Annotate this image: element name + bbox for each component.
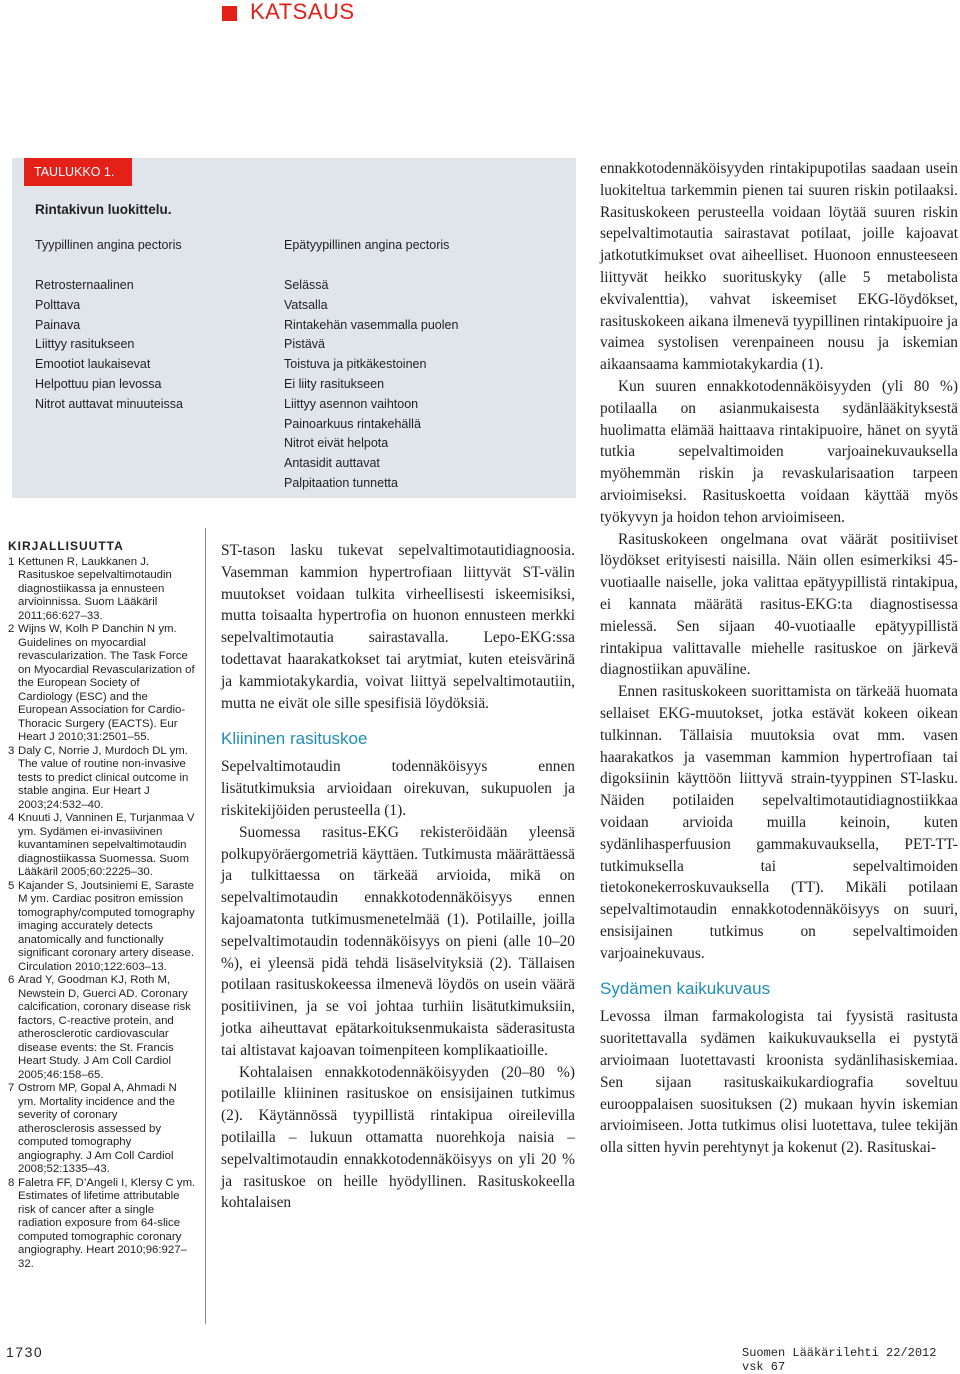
reference-number: 2 (8, 623, 15, 635)
body-column-right (600, 158, 958, 1159)
reference-number: 7 (8, 1082, 15, 1094)
section-label: KATSAUS (250, 0, 355, 24)
reference-text: Faletra FF, D’Angeli I, Klersy C ym. Estimates of lifetime attributable risk of cancer after a single radiation exposure from 64-slice computed tomographic coronary angiography. Heart 2010;96:927–32. (18, 1176, 196, 1270)
list-item: Emootiot laukaisevat (35, 357, 151, 372)
reference-item (8, 1082, 196, 1177)
list-item: Rintakehän vasemmalla puolen (284, 317, 459, 332)
reference-number: 3 (8, 744, 15, 757)
reference-number: 6 (8, 974, 15, 986)
column-divider (205, 528, 206, 1324)
list-item: Painava (35, 317, 81, 332)
body-column-middle (221, 540, 575, 1214)
section-heading: Kliininen rasituskoe (221, 729, 368, 749)
section-heading: Sydämen kaikukuvaus (600, 979, 771, 999)
reference-item (8, 880, 196, 975)
list-item: Liittyy rasitukseen (35, 337, 135, 352)
table-1 (12, 158, 576, 498)
list-item: Nitrot eivät helpota (284, 436, 389, 451)
list-item: Selässä (284, 278, 329, 292)
reference-text: Knuuti J, Vanninen E, Turjanmaa V ym. Sydämen ei-invasiivinen kuvantaminen sepelvaltimotaudin diagnostiikassa Suomessa. Suom Lääkäril 2005;60:2225–30. (18, 812, 195, 878)
reference-item (8, 556, 196, 624)
list-item: Ei liity rasitukseen (284, 376, 385, 391)
reference-number: 4 (8, 812, 15, 824)
paragraph: Sepelvaltimotaudin todennäköisyys ennen lisätutkimuksia arvioidaan oirekuvan, sukupuolen ja riskitekijöiden perusteella (1). (221, 758, 575, 819)
atypical-heading: Epätyypillinen angina pectoris (284, 238, 450, 252)
section-marker (222, 6, 237, 21)
table-title: Rintakivun luokittelu. (35, 202, 172, 217)
paragraph: ennakkotodennäköisyyden rintakipupotilas saadaan usein luokiteltua tarkemmin pienen tai suuren riskin potilaaksi. Rasituskokeen perusteella voidaan löytää suuren riskin sepelvaltimotautia sairastavat potilaat, joille kajoavat jatkotutkimukset ovat aiheelliset. Huonoon ennusteeseen liittyvät heikko suorituskyky (alle 5 metabolista ekvivalenttia), vahvat iskeemiset EKG-löydökset, rasituskokeen aikana ilmenevä tyypillinen rintakipuoire ja vaimea systolisen verenpaineen nousu ja iskemian aikaansaama kammiotakykardia (1). (600, 160, 958, 374)
reference-text: Wijns W, Kolh P Danchin N ym. Guidelines on myocardial revascularization. The Task Force on Myocardial Revascularization of the European Society of Cardiology (ESC) and the European Association for Cardio-Thoracic Surgery (EACTS). Eur Heart J 2010;31:2501–55. (18, 623, 195, 743)
reference-text: Kettunen R, Laukkanen J. Rasituskoe sepelvaltimotaudin diagnostiikassa ja ennusteen arvioinnissa. Suom Lääkäril 2011;66:627–33. (18, 555, 172, 622)
reference-item (8, 745, 196, 813)
reference-number: 1 (8, 555, 15, 568)
list-item: Vatsalla (284, 297, 328, 312)
reference-number: 5 (8, 879, 15, 892)
list-item: Antasidit auttavat (284, 456, 380, 471)
paragraph: Ennen rasituskokeen suorittamista on tärkeää huomata sellaiset EKG-muutokset, jotka estävät kokeen oikean tulkinnan. Tällaisia muutoksia ovat mm. vasen haarakatkos ja vasemman kammion hypertrofiaan tai digoksiinin käyttöön liittyvä strain-tyyppinen ST-lasku. Näiden potilaiden sepelvaltimotautidiagnostiikkaa voidaan arvioida muilla keinoin, kuten sydänlihasperfuusion gammakuvauksella, PET-TT-tutkimuksella tai sepelvaltimoiden tietokonekerroskuvauksella (TT). Mikäli potilaan sepelvaltimotaudin ennakkotodennäköisyys on suuri, ensisijainen tutkimus on sepelvaltimoiden varjoainekuvaus. (600, 683, 958, 962)
journal-footer: Suomen Lääkärilehti 22/2012 vsk 67 (742, 1346, 937, 1374)
reference-text: Kajander S, Joutsiniemi E, Saraste M ym. Cardiac positron emission tomography/computed tomography imaging accurately detects anatomically and functionally significant coronary artery disease. Circulation 2010;122:603–13. (18, 879, 195, 973)
paragraph: Kun suuren ennakkotodennäköisyyden (yli 80 %) potilaalla on asianmukaisesta sydänlääkityksestä huolimatta elämää haittaava rintakipuoire, hänet on syytä tutkia sepelvaltimoiden varjoainekuvauksella myöhemmän riskin ja revaskularisaation tarpeen arvioimiseksi. Rasituskoetta voidaan käyttää myös työkyvyn ja hoidon tehon arvioimiseen. (600, 377, 958, 526)
list-item: Pistävä (284, 337, 325, 352)
list-item: Liittyy asennon vaihtoon (284, 396, 419, 411)
reference-item (8, 1177, 196, 1272)
references-heading: KIRJALLISUUTTA (8, 539, 124, 553)
list-item: Toistuva ja pitkäkestoinen (284, 357, 427, 372)
list-item: Retrosternaalinen (35, 278, 134, 292)
references (8, 540, 196, 1271)
list-item: Palpitaation tunnetta (284, 475, 398, 490)
reference-item (8, 623, 196, 745)
list-item: Nitrot auttavat minuuteissa (35, 396, 183, 411)
paragraph: Rasituskokeen ongelmana ovat väärät positiiviset löydökset erityisesti naisilla. Näin ollen esimerkiksi 45-vuotiaalle naiselle, joka valittaa epätyypillistä rintakipua, ei kannata määrätä rasitus-EKG:ta diagnostisessa mielessä. Sen sijaan 40-vuotiaalle epätyypillistä rintakipua valittavalle miehelle rasituskoe on järkevä diagnostiikan apuväline. (600, 530, 958, 679)
list-item: Polttava (35, 297, 81, 312)
paragraph: ST-tason lasku tukevat sepelvaltimotautidiagnoosia. Vasemman kammion hypertrofiaan liittyvät ST-välin muutokset voidaan tulkita virheellisesti iskeemisiksi, mutta toisaalta hypertrofia on huonon ennusteen merkki sepelvaltimotautia sairastavalla. Lepo-EKG:ssa todettavat haarakatkokset tai arytmiat, kuten eteisvärinä ja kammiotakykardia, voivat liittyä sepelvaltimotautiin, mutta ne eivät ole sille spesifisiä löydöksiä. (221, 542, 575, 712)
reference-text: Arad Y, Goodman KJ, Roth M, Newstein D, Guerci AD. Coronary calcification, coronary disease risk factors, C-reactive protein, and atherosclerotic cardiovascular disease events: the St. Francis Heart Study. J Am Coll Cardiol 2005;46:158–65. (18, 974, 191, 1081)
reference-number: 8 (8, 1176, 15, 1189)
paragraph: Suomessa rasitus-EKG rekisteröidään yleensä polkupyöräergometriä käyttäen. Tutkimusta määrättäessä ja tulkittaessa on tärkeää arvioida, mikä on sepelvaltimotaudin ennakkotodennäköisyys ennen kajoamatonta tutkimusmenetelmää (1). Potilaille, joilla sepelvaltimotaudin todennäköisyys on pieni (alle 10–20 %), ei yleensä pidä tehdä lisäselvityksiä (2). Tällaisen potilaan rasituskokeessa ilmenevä löydös on usein väärä positiivinen, ja se voi johtaa turhiin lisätutkimuksiin, jotka aiheuttavat epätarkoituksenmukaista säderasitusta tai altistavat kajoavan toimenpiteen komplikaatioille. (221, 823, 575, 1059)
reference-item (8, 812, 196, 880)
typical-list (35, 276, 183, 415)
table-tag: TAULUKKO 1. (24, 158, 132, 186)
paragraph: Kohtalaisen ennakkotodennäköisyyden (20–80 %) potilaille kliininen rasituskoe on ensisijainen tutkimus (2). Käytännössä tyypillistä rintakipua oireilevilla potilailla – lukuun ottamatta nuorehkoja naisia – sepelvaltimotaudin ennakkotodennäköisyys on yli 20 % ja rasituskoe on heille hyödyllinen. Rasituskokeella kohtalaisen (221, 1063, 575, 1212)
typical-heading: Tyypillinen angina pectoris (35, 238, 182, 252)
list-item: Helpottuu pian levossa (35, 376, 162, 391)
reference-text: Ostrom MP, Gopal A, Ahmadi N ym. Mortality incidence and the severity of coronary atherosclerosis assessed by computed tomography angiography. J Am Coll Cardiol 2008;52:1335–43. (18, 1082, 177, 1175)
reference-item (8, 974, 196, 1082)
reference-text: Daly C, Norrie J, Murdoch DL ym. The value of routine non-invasive tests to predict clinical outcome in stable angina. Eur Heart J 2003;24:532–40. (18, 744, 189, 811)
paragraph: Levossa ilman farmakologista tai fyysistä rasitusta suoritettavalla sydämen kaikukuvauksella ei pystytä arvioimaan luotettavasti kroonista sydänlihasiskemiaa. Sen sijaan rasituskaikukardiografia soveltuu eurooppalaisen suosituksen (2) mukaan hyvin iskemian arvioimiseen. Jotta tutkimus olisi luotettava, tulee tekijän olla sitten hyvin perehtynyt ja kokenut (2). Rasituskai- (600, 1008, 958, 1157)
page-number: 1730 (6, 1344, 44, 1360)
atypical-list (284, 276, 458, 494)
list-item: Painoarkuus rintakehällä (284, 416, 421, 431)
